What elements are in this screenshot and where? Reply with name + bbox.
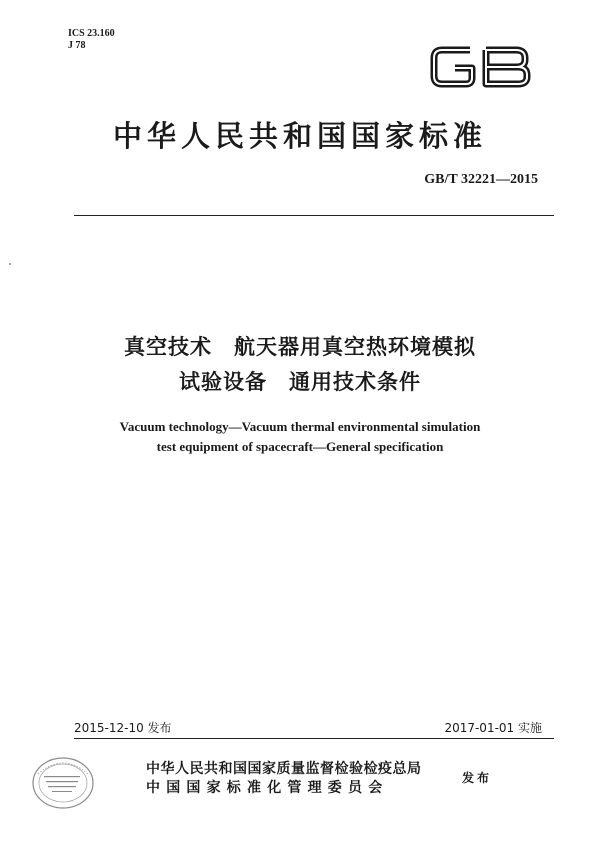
seal-graphic [30, 754, 96, 812]
issue-date: 2015-12-10 发布 [74, 721, 172, 735]
ccs-code: J 78 [68, 40, 86, 51]
title-english-line1: Vacuum technology—Vacuum thermal environmental simulation [119, 419, 481, 434]
margin-mark [9, 263, 11, 265]
standard-title: 中华人民共和国国家标准 [112, 119, 487, 153]
publisher-seal [30, 754, 96, 812]
bottom-divider [74, 738, 554, 739]
publisher-aqsiq: 中华人民共和国国家质量监督检验检疫总局 [146, 761, 422, 777]
classification-codes [68, 28, 115, 52]
title-chinese-line2: 试验设备 通用技术条件 [179, 370, 421, 394]
implementation-date: 2017-01-01 实施 [444, 721, 542, 735]
title-english-line2: test equipment of spacecraft—General specification [156, 439, 444, 454]
gb-logo [428, 40, 532, 94]
standard-number: GB/T 32221—2015 [424, 172, 538, 187]
title-chinese-line1: 真空技术 航天器用真空热环境模拟 [124, 335, 476, 359]
publisher-sac: 中国国家标准化管理委员会 [146, 780, 389, 796]
gb-logo-graphic [428, 40, 532, 94]
ics-code: ICS 23.160 [68, 28, 115, 39]
top-divider [74, 215, 554, 216]
publish-label: 发布 [462, 771, 493, 785]
